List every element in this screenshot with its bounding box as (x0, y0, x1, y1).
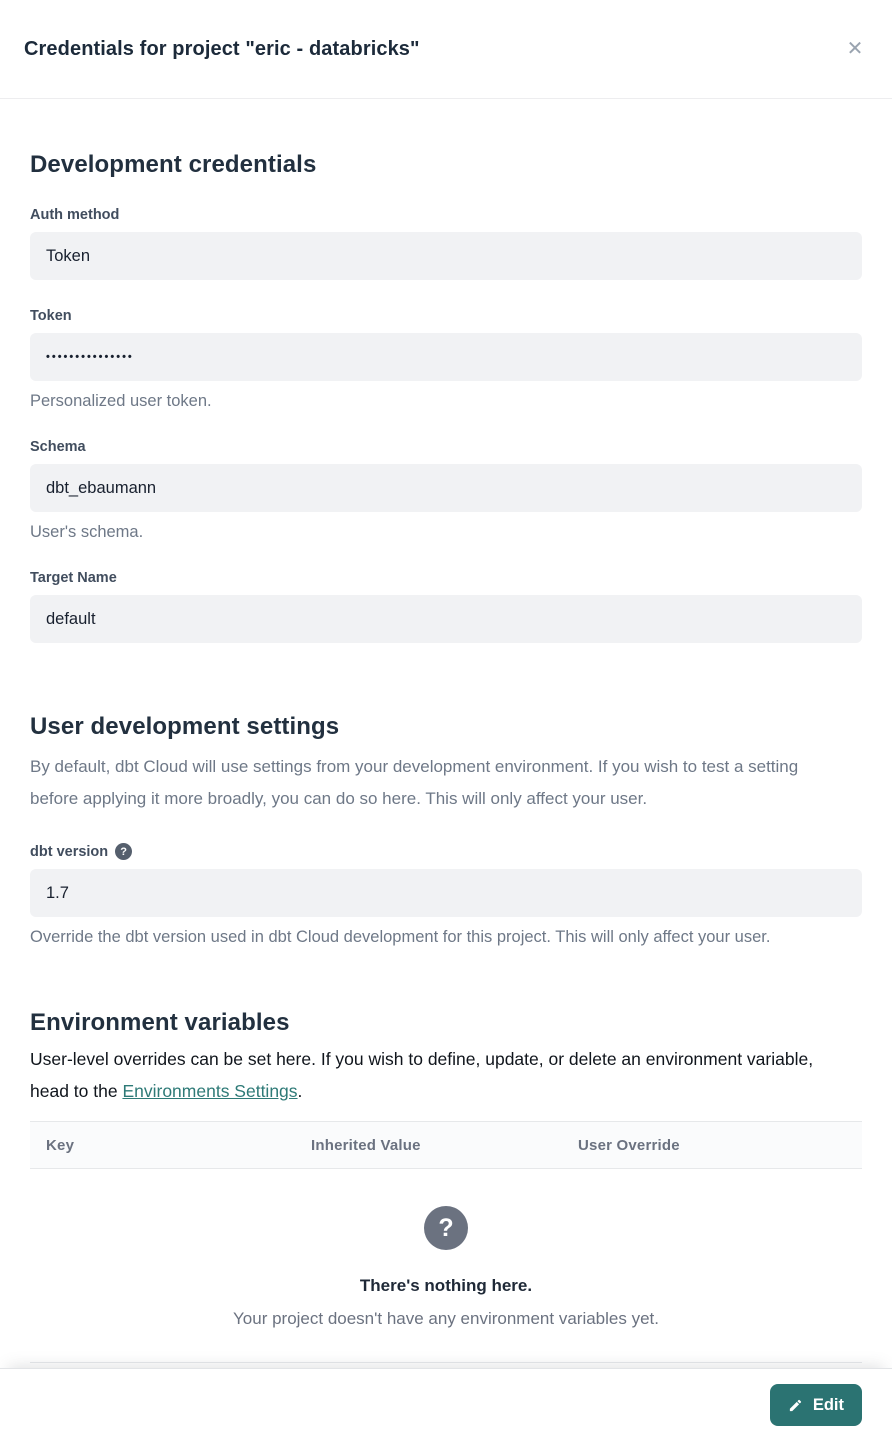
modal-header (0, 0, 892, 99)
user-development-settings-heading: User development settings (30, 713, 340, 740)
column-header-inherited-value: Inherited Value (311, 1136, 421, 1154)
modal-footer (0, 1368, 892, 1441)
bottom-divider (30, 1362, 862, 1363)
edit-button[interactable] (770, 1384, 862, 1426)
empty-state-title: There's nothing here. (359, 1276, 533, 1295)
env-description-before: User-level overrides can be set here. If you wish to define, update, or delete an environment variable, head to the (30, 1049, 814, 1101)
help-icon[interactable]: ? (115, 843, 132, 860)
environments-settings-link[interactable]: Environments Settings (122, 1081, 298, 1101)
environment-variables-description (30, 1043, 850, 1107)
auth-method-label: Auth method (30, 207, 120, 223)
pencil-icon (788, 1398, 803, 1413)
token-label: Token (30, 308, 72, 324)
user-development-settings-description: By default, dbt Cloud will use settings from your development environment. If you wish to test a setting before applying it more broadly, you can do so here. This will only affect your user. (30, 757, 799, 808)
auth-method-input[interactable] (30, 232, 862, 280)
column-header-key: Key (46, 1136, 75, 1154)
dbt-version-helper-text: Override the dbt version used in dbt Cloud development for this project. This will only affect your user. (30, 928, 771, 946)
empty-state-subtitle: Your project doesn't have any environment variables yet. (233, 1309, 659, 1328)
env-description-after: . (297, 1081, 303, 1101)
close-icon: ✕ (846, 38, 864, 60)
token-helper-text: Personalized user token. (30, 392, 212, 410)
dbt-version-input[interactable] (30, 869, 862, 917)
column-header-user-override: User Override (578, 1136, 680, 1154)
env-vars-table-header (30, 1121, 862, 1169)
schema-label: Schema (30, 439, 86, 455)
close-button[interactable] (840, 34, 870, 64)
dbt-version-label (30, 843, 862, 860)
dbt-version-label-text: dbt version (30, 843, 109, 860)
question-mark-icon: ? (424, 1206, 468, 1250)
target-name-input[interactable] (30, 595, 862, 643)
schema-helper-text: User's schema. (30, 523, 144, 541)
modal-body (0, 99, 892, 1363)
modal-title: Credentials for project "eric - databricks" (24, 37, 420, 60)
env-vars-empty-state (30, 1169, 862, 1329)
development-credentials-heading: Development credentials (30, 151, 317, 178)
target-name-label: Target Name (30, 570, 117, 586)
token-input[interactable] (30, 333, 862, 381)
environment-variables-heading: Environment variables (30, 1009, 290, 1036)
schema-input[interactable] (30, 464, 862, 512)
edit-button-label: Edit (812, 1395, 844, 1414)
